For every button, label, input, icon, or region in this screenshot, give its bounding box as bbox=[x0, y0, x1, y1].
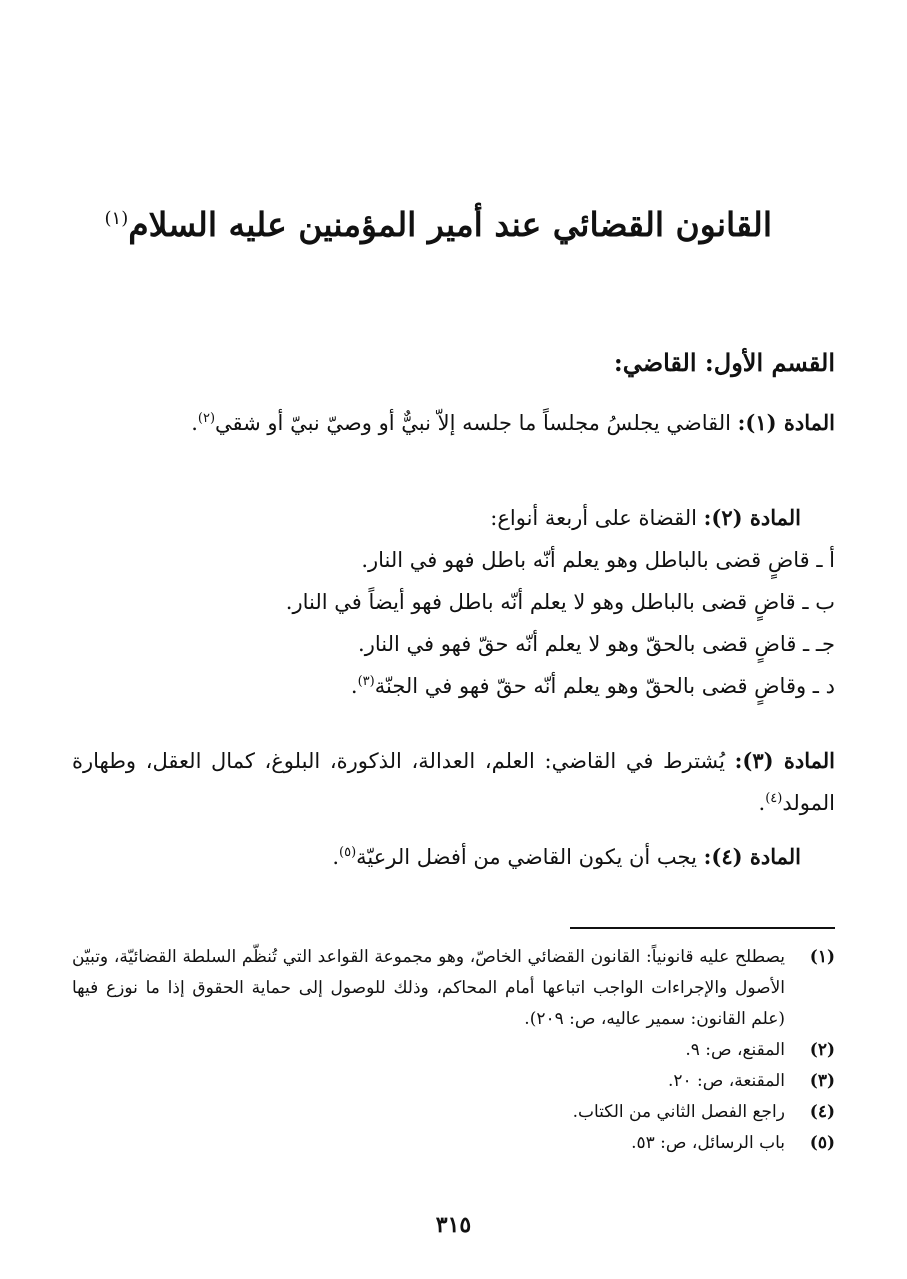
footnote-4 bbox=[72, 1097, 835, 1128]
article-2-item-a: أ ـ قاضٍ قضى بالباطل وهو يعلم أنّه باطل فهو في النار. bbox=[361, 548, 835, 572]
article-3-text: يُشترط في القاضي: العلم، العدالة، الذكورة، البلوغ، كمال العقل، وطهارة المولد bbox=[72, 749, 835, 815]
footnote-2 bbox=[72, 1035, 835, 1066]
footnote-number: (١) bbox=[809, 947, 835, 967]
footnote-text: يصطلح عليه قانونياً: القانون القضائي الخاصّ، وهو مجموعة القواعد التي تُنظّم السلطة القضائيّة، وتبيّن الأصول والإجراءات الواجب اتباعها أمام المحاكم، وذلك للوصول إلى حماية الحقوق إذا ما نوزع فيها (علم القانون: سمير عاليه، ص: ٢٠٩). bbox=[72, 947, 785, 1029]
footnote-3 bbox=[72, 1066, 835, 1097]
footnotes bbox=[72, 942, 835, 1159]
title-footnote-ref: (١) bbox=[104, 208, 129, 229]
article-2-item-c: جـ ـ قاضٍ قضى بالحقّ وهو لا يعلم أنّه حقّ فهو في النار. bbox=[358, 632, 835, 656]
footnote-number: (٥) bbox=[809, 1133, 835, 1153]
article-2-item-d: د ـ وقاضٍ قضى بالحقّ وهو يعلم أنّه حقّ فهو في الجنّة bbox=[374, 674, 835, 698]
footnote-number: (٤) bbox=[809, 1102, 835, 1122]
footnote-5 bbox=[72, 1128, 835, 1159]
article-3-end: . bbox=[758, 791, 766, 815]
article-4 bbox=[72, 836, 835, 878]
article-2 bbox=[72, 497, 835, 707]
footnote-number: (٣) bbox=[809, 1071, 835, 1091]
footnote-number: (٢) bbox=[809, 1040, 835, 1060]
article-2-item-d-end: . bbox=[350, 674, 358, 698]
footnote-text: باب الرسائل، ص: ٥٣. bbox=[631, 1133, 785, 1153]
section-heading: القسم الأول: القاضي: bbox=[613, 348, 835, 377]
article-2-item-d-ref: (٣) bbox=[357, 674, 375, 689]
footnote-text: راجع الفصل الثاني من الكتاب. bbox=[572, 1102, 785, 1122]
footnote-separator bbox=[570, 927, 835, 929]
footnote-text: المقنعة، ص: ٢٠. bbox=[667, 1071, 785, 1091]
article-4-ref: (٥) bbox=[339, 845, 357, 860]
article-4-text: يجب أن يكون القاضي من أفضل الرعيّة bbox=[356, 845, 697, 869]
article-2-text: القضاة على أربعة أنواع: bbox=[490, 506, 697, 530]
article-3-ref: (٤) bbox=[765, 791, 783, 806]
article-2-item-b: ب ـ قاضٍ قضى بالباطل وهو لا يعلم أنّه باطل فهو أيضاً في النار. bbox=[285, 590, 835, 614]
title-text: القانون القضائي عند أمير المؤمنين عليه السلام bbox=[128, 205, 772, 244]
footnote-text: المقنع، ص: ٩. bbox=[685, 1040, 785, 1060]
article-1 bbox=[72, 402, 835, 444]
article-3-label: المادة (٣): bbox=[734, 748, 835, 773]
article-2-label: المادة (٢): bbox=[703, 505, 801, 530]
page-title bbox=[60, 205, 772, 244]
article-4-label: المادة (٤): bbox=[703, 844, 801, 869]
article-1-ref: (٢) bbox=[197, 411, 216, 426]
article-1-text: القاضي يجلسُ مجلساً ما جلسه إلاّ نبيٌّ أو وصيّ نبيّ أو شقي bbox=[215, 411, 731, 435]
article-3 bbox=[72, 740, 835, 824]
article-1-end: . bbox=[191, 411, 198, 435]
article-1-label: المادة (١): bbox=[737, 410, 835, 435]
page-number: ٣١٥ bbox=[435, 1212, 472, 1238]
footnote-1 bbox=[72, 942, 835, 1035]
article-4-end: . bbox=[332, 845, 339, 869]
